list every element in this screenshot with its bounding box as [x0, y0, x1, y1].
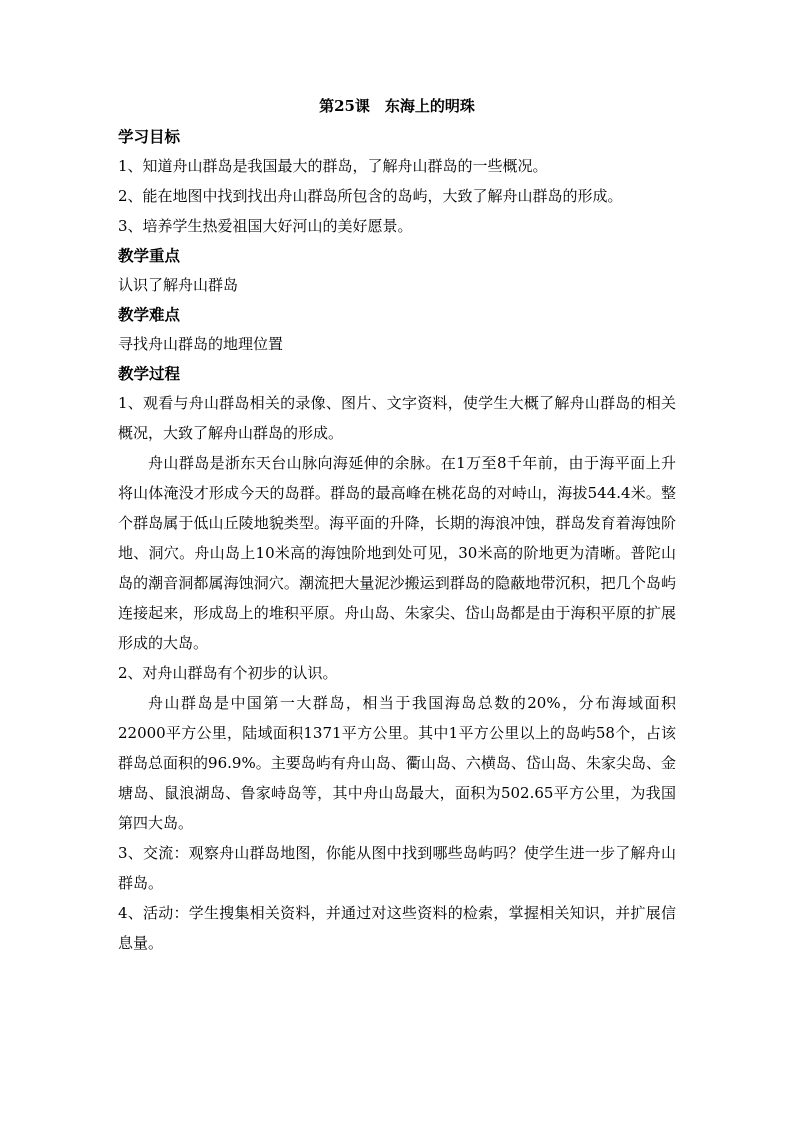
objective-item-3: 3、培养学生热爱祖国大好河山的美好愿景。 — [118, 217, 413, 235]
objective-item-1: 1、知道舟山群岛是我国最大的群岛，了解舟山群岛的一些概况。 — [118, 157, 548, 175]
document-title: 第25课 东海上的明珠 — [319, 97, 475, 115]
difficulty-text: 寻找舟山群岛的地理位置 — [118, 335, 284, 353]
process-step-3: 3、交流：观察舟山群岛地图，你能从图中找到哪些岛屿吗？使学生进一步了解舟山群岛。 — [118, 844, 676, 892]
process-heading: 教学过程 — [118, 364, 181, 383]
key-point-text: 认识了解舟山群岛 — [118, 276, 239, 294]
process-step-4: 4、活动：学生搜集相关资料，并通过对这些资料的检索，掌握相关知识，并扩展信息量。 — [118, 904, 676, 952]
document-page — [118, 96, 676, 958]
process-step-1: 1、观看与舟山群岛相关的录像、图片、文字资料，使学生大概了解舟山群岛的相关概况，大致了解舟山群岛的形成。 — [118, 394, 676, 442]
process-paragraph-2: 舟山群岛是中国第一大群岛，相当于我国海岛总数的20%，分布海域面积22000平方公里，陆域面积1371平方公里。其中1平方公里以上的岛屿58个，占该群岛总面积的96.9%。主要岛屿有舟山岛、衢山岛、六横岛、岱山岛、朱家尖岛、金塘岛、鼠浪湖岛、鲁家峙岛等，其中舟山岛最大，面积为502.65平方公里，为我国第四大岛。 — [118, 694, 676, 832]
process-paragraph-1: 舟山群岛是浙东天台山脉向海延伸的余脉。在1万至8千年前，由于海平面上升将山体淹没才形成今天的岛群。群岛的最高峰在桃花岛的对峙山，海拔544.4米。整个群岛属于低山丘陵地貌类型。海平面的升降，长期的海浪冲蚀，群岛发育着海蚀阶地、洞穴。舟山岛上10米高的海蚀阶地到处可见，30米高的阶地更为清晰。普陀山岛的潮音洞都属海蚀洞穴。潮流把大量泥沙搬运到群岛的隐蔽地带沉积，把几个岛屿连接起来，形成岛上的堆积平原。舟山岛、朱家尖、岱山岛都是由于海积平原的扩展形成的大岛。 — [118, 454, 676, 652]
objective-item-2: 2、能在地图中找到找出舟山群岛所包含的岛屿，大致了解舟山群岛的形成。 — [118, 187, 623, 205]
objectives-heading: 学习目标 — [118, 127, 181, 146]
key-point-heading: 教学重点 — [118, 246, 181, 265]
process-step-2: 2、对舟山群岛有个初步的认识。 — [118, 664, 338, 682]
difficulty-heading: 教学难点 — [118, 305, 181, 324]
